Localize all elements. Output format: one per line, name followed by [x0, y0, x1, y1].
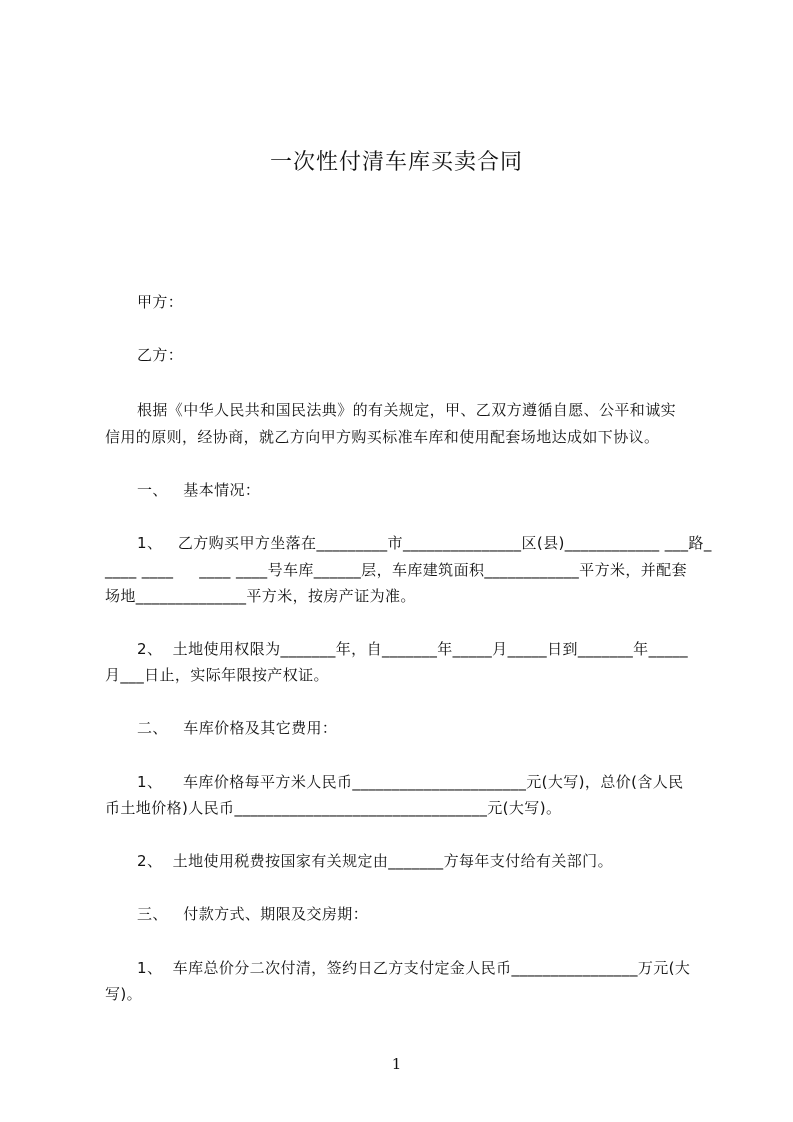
clause-1-1-line-2: ____ ____ ____ ____号车库______层，车库建筑面积____________平方米，并配套	[105, 561, 687, 579]
clause-3-1-line-2: 写)。	[105, 985, 143, 1003]
clause-1-2-line-2: 月___日止，实际年限按产权证。	[105, 666, 329, 684]
clause-1-1-line-1: 1、 乙方购买甲方坐落在_________市_______________区(县)____________ ___路_	[137, 534, 712, 552]
clause-1-2-line-1: 2、 土地使用权限为_______年，自_______年_____月_____日到_______年_____	[137, 640, 689, 658]
clause-3-1-line-1: 1、 车库总价分二次付清，签约日乙方支付定金人民币________________万元(大	[137, 959, 691, 977]
clause-2-1-line-1: 1、 车库价格每平方米人民币______________________元(大写)，总价(含人民	[137, 773, 684, 791]
party-b-label: 乙方：	[137, 346, 184, 364]
clause-2-2-line-1: 2、 土地使用税费按国家有关规定由_______方每年支付给有关部门。	[137, 852, 613, 870]
section-2-heading: 二、 车库价格及其它费用：	[137, 719, 338, 737]
intro-paragraph-line-1: 根据《中华人民共和国民法典》的有关规定，甲、乙双方遵循自愿、公平和诚实	[137, 401, 677, 419]
intro-paragraph-line-2: 信用的原则，经协商，就乙方向甲方购买标准车库和使用配套场地达成如下协议。	[105, 428, 660, 446]
clause-2-1-line-2: 币土地价格)人民币________________________________元(大写)。	[105, 799, 562, 817]
clause-1-1-line-3: 场地______________平方米，按房产证为准。	[105, 587, 416, 605]
section-3-heading: 三、 付款方式、期限及交房期：	[137, 905, 369, 923]
party-a-label: 甲方：	[137, 293, 184, 311]
page-number: 1	[391, 1055, 402, 1073]
document-title: 一次性付清车库买卖合同	[269, 150, 523, 175]
section-1-heading: 一、 基本情况：	[137, 481, 261, 499]
